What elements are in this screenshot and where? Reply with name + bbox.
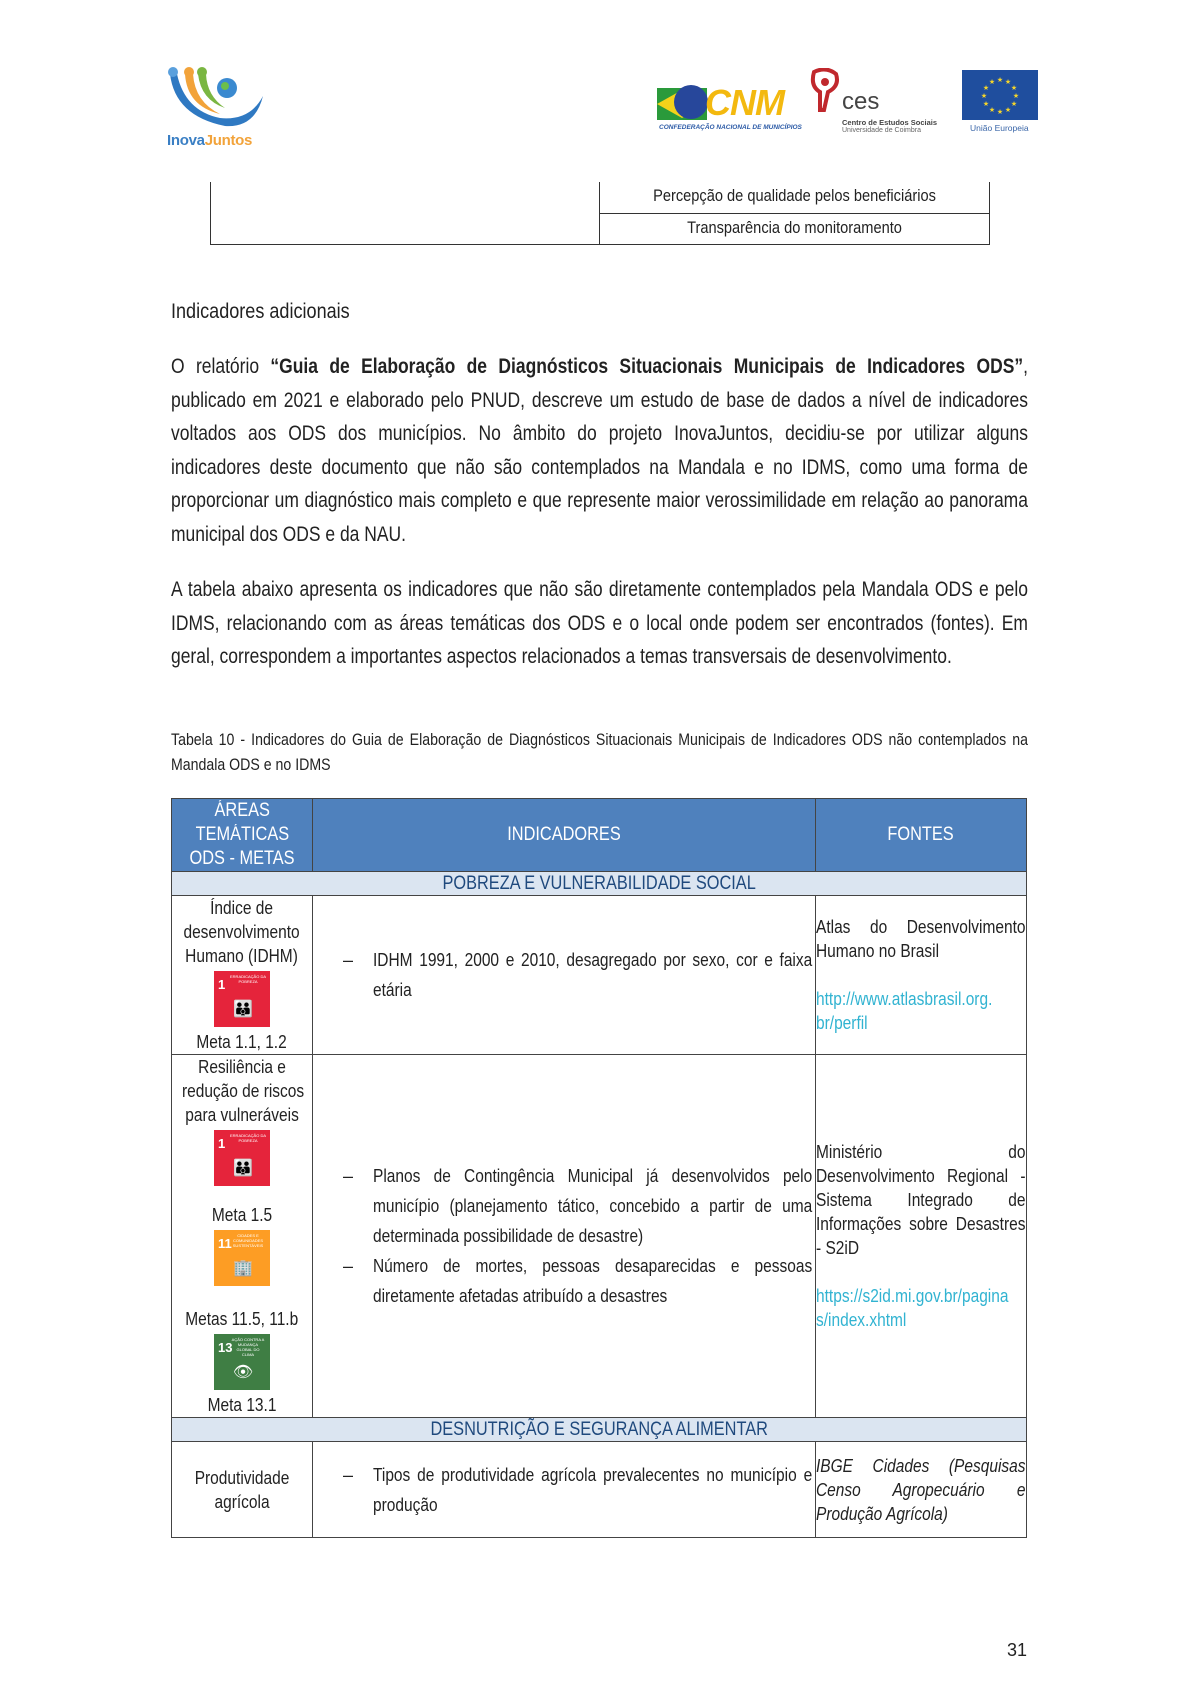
source-cell bbox=[816, 1442, 1027, 1538]
header-indicadores bbox=[313, 799, 816, 872]
table-header-row bbox=[172, 799, 1027, 872]
header-areas-line: ÁREAS bbox=[214, 800, 270, 821]
sdg-label: CIDADES E COMUNIDADES SUSTENTÁVEIS bbox=[232, 1233, 264, 1248]
section-title-text: POBREZA E VULNERABILIDADE SOCIAL bbox=[442, 872, 756, 894]
section-row bbox=[172, 872, 1027, 896]
indicators-cell bbox=[313, 1442, 816, 1538]
indicators-cell bbox=[313, 1055, 816, 1418]
area-text: Resiliência e bbox=[198, 1057, 286, 1077]
paragraph-intro bbox=[171, 350, 1028, 551]
source-text: Atlas do Desenvolvimento Humano no Brasil bbox=[816, 917, 1026, 961]
source-text: Ministério do Desenvolvimento Regional - Sistema Integrado de Informações sobre Desastres - S2iD bbox=[816, 1142, 1026, 1258]
dash-bullet: – bbox=[342, 1256, 353, 1276]
source-text: IBGE Cidades (Pesquisas Censo Agropecuário e Produção Agrícola) bbox=[816, 1455, 1026, 1524]
sdg-11-icon: 11 CIDADES E COMUNIDADES SUSTENTÁVEIS 🏢 bbox=[214, 1230, 270, 1286]
paragraph-prefix: O relatório bbox=[171, 355, 271, 378]
section-title-desnutricao bbox=[172, 1418, 1027, 1442]
ces-logo-line1: Centro de Estudos Sociais bbox=[842, 118, 938, 127]
area-cell bbox=[172, 1442, 313, 1538]
previous-table-cell: Transparência do monitoramento bbox=[687, 218, 902, 237]
sdg-number: 1 bbox=[218, 1136, 226, 1151]
indicator-text: IDHM 1991, 2000 e 2010, desagregado por sexo, cor e faixa etária bbox=[373, 950, 813, 1000]
section-heading: Indicadores adicionais bbox=[171, 300, 350, 323]
area-cell bbox=[172, 1055, 313, 1418]
logo-text-juntos: Juntos bbox=[204, 132, 253, 149]
svg-text:★: ★ bbox=[1010, 101, 1018, 108]
svg-text:★: ★ bbox=[1004, 107, 1012, 114]
paragraph-body: , publicado em 2021 e elaborado pelo PNUD, descreve um estudo de base de dados a nível de indicadores voltados aos ODS dos municípios. No âmbito do projeto InovaJuntos, decidiu-se por utilizar alguns indicadores deste documento que não são contemplados na Mandala e no IDMS, como uma forma de proporcionar um diagnóstico mais completo e que represente maior verossimilidade em relação ao panorama municipal dos ODS e da NAU. bbox=[171, 355, 1028, 546]
dash-bullet: – bbox=[342, 1464, 353, 1485]
area-text: agrícola bbox=[214, 1491, 270, 1512]
svg-text:★: ★ bbox=[980, 93, 988, 100]
indicator-text: Tipos de produtividade agrícola prevalecentes no município e produção bbox=[373, 1464, 813, 1515]
sdg-13-icon: 13 AÇÃO CONTRA A MUDANÇA GLOBAL DO CLIMA 👁 bbox=[214, 1334, 270, 1390]
area-text: Humano (IDHM) bbox=[185, 946, 299, 966]
area-text: para vulneráveis bbox=[185, 1105, 299, 1125]
sdg-label: AÇÃO CONTRA A MUDANÇA GLOBAL DO CLIMA bbox=[231, 1337, 265, 1357]
page-number: 31 bbox=[1007, 1640, 1028, 1660]
indicator-item bbox=[313, 1251, 815, 1311]
meta-label: Meta 1.5 bbox=[211, 1205, 273, 1225]
header-areas bbox=[172, 799, 313, 872]
paragraph-table-intro: A tabela abaixo apresenta os indicadores que não são diretamente contemplados pela Mandala ODS e pelo IDMS, relacionando com as áreas temáticas dos ODS e o local onde podem ser encontrados (fontes). Em geral, correspondem a importantes aspectos relacionados a temas transversais de desenvolvimento. bbox=[171, 578, 1028, 668]
area-text: redução de riscos bbox=[181, 1081, 305, 1101]
indicator-item bbox=[313, 945, 815, 1005]
cnm-logo bbox=[657, 80, 802, 135]
indicator-item bbox=[313, 1460, 815, 1520]
cnm-logo-subtitle: CONFEDERAÇÃO NACIONAL DE MUNICÍPIOS bbox=[659, 124, 802, 131]
section-row bbox=[172, 1418, 1027, 1442]
section-title-pobreza bbox=[172, 872, 1027, 896]
sdg-number: 1 bbox=[218, 977, 226, 992]
meta-label: Meta 1.1, 1.2 bbox=[196, 1032, 288, 1052]
indicator-text: Número de mortes, pessoas desaparecidas e pessoas diretamente afetadas atribuído a desastres bbox=[373, 1256, 813, 1306]
logo-text-inova: Inova bbox=[167, 132, 205, 149]
table-divider bbox=[600, 213, 989, 214]
ces-logo bbox=[810, 68, 940, 138]
header-fontes bbox=[816, 799, 1027, 872]
svg-text:★: ★ bbox=[1010, 85, 1018, 92]
table-row bbox=[172, 1055, 1027, 1418]
source-link[interactable]: https://s2id.mi.gov.br/paginas/index.xhtml bbox=[816, 1286, 1009, 1330]
previous-table-fragment bbox=[210, 182, 990, 245]
ces-emblem-icon bbox=[810, 68, 840, 113]
sdg-1-icon: 1 ERRADICAÇÃO DA POBREZA 👪 bbox=[214, 1130, 270, 1186]
ces-logo-line2: Universidade de Coimbra bbox=[842, 127, 921, 134]
dash-bullet: – bbox=[342, 1166, 353, 1186]
section-title-text: DESNUTRIÇÃO E SEGURANÇA ALIMENTAR bbox=[430, 1418, 768, 1440]
report-title: “Guia de Elaboração de Diagnósticos Situacionais Municipais de Indicadores ODS” bbox=[270, 355, 1024, 378]
area-text: Produtividade bbox=[194, 1467, 290, 1488]
svg-text:★: ★ bbox=[988, 79, 996, 86]
sdg-number: 11 bbox=[218, 1236, 232, 1251]
indicator-text: Planos de Contingência Municipal já desenvolvidos pelo município (planejamento tático, concebido a partir de uma determinada possibilidade de desastre) bbox=[373, 1166, 813, 1246]
meta-label: Metas 11.5, 11.b bbox=[185, 1309, 299, 1329]
area-cell bbox=[172, 896, 313, 1055]
sdg-number: 13 bbox=[218, 1340, 233, 1355]
source-cell bbox=[816, 896, 1027, 1055]
area-text: Índice de bbox=[210, 898, 274, 918]
svg-text:★: ★ bbox=[1012, 93, 1020, 100]
eu-flag-icon bbox=[962, 70, 1038, 120]
ces-logo-text: ces bbox=[842, 88, 880, 115]
svg-text:★: ★ bbox=[996, 77, 1004, 84]
svg-text:★: ★ bbox=[988, 107, 996, 114]
indicators-cell bbox=[313, 896, 816, 1055]
meta-label: Meta 13.1 bbox=[207, 1395, 277, 1415]
cnm-logo-text: CNM bbox=[705, 82, 784, 123]
sdg-label: ERRADICAÇÃO DA POBREZA bbox=[230, 974, 267, 984]
inovajuntos-emblem-icon bbox=[165, 66, 265, 132]
dash-bullet: – bbox=[342, 950, 353, 970]
table-caption: Tabela 10 - Indicadores do Guia de Elaboração de Diagnósticos Situacionais Municipais de Indicadores ODS não contemplados na Mandala ODS e no IDMS bbox=[171, 730, 1028, 774]
table-row bbox=[172, 896, 1027, 1055]
header-indicadores-label: INDICADORES bbox=[507, 824, 621, 845]
svg-text:★: ★ bbox=[1004, 79, 1012, 86]
source-cell bbox=[816, 1055, 1027, 1418]
eu-logo-label: União Europeia bbox=[970, 123, 1029, 133]
inovajuntos-logo bbox=[165, 66, 265, 151]
previous-table-cell: Percepção de qualidade pelos beneficiários bbox=[653, 186, 936, 205]
indicators-table bbox=[171, 798, 1027, 1538]
eu-logo bbox=[960, 70, 1040, 140]
table-row bbox=[172, 1442, 1027, 1538]
sdg-1-icon: 1 ERRADICAÇÃO DA POBREZA 👪 bbox=[214, 971, 270, 1027]
svg-text:★: ★ bbox=[982, 85, 990, 92]
header-areas-line: ODS - METAS bbox=[189, 848, 295, 869]
indicator-item bbox=[313, 1161, 815, 1251]
area-text: desenvolvimento bbox=[183, 922, 301, 942]
header-areas-line: TEMÁTICAS bbox=[195, 824, 289, 845]
svg-text:★: ★ bbox=[982, 101, 990, 108]
source-link[interactable]: http://www.atlasbrasil.org.br/perfil bbox=[816, 989, 993, 1033]
sdg-label: ERRADICAÇÃO DA POBREZA bbox=[230, 1133, 267, 1143]
svg-text:★: ★ bbox=[996, 109, 1004, 116]
header-fontes-label: FONTES bbox=[887, 824, 955, 845]
